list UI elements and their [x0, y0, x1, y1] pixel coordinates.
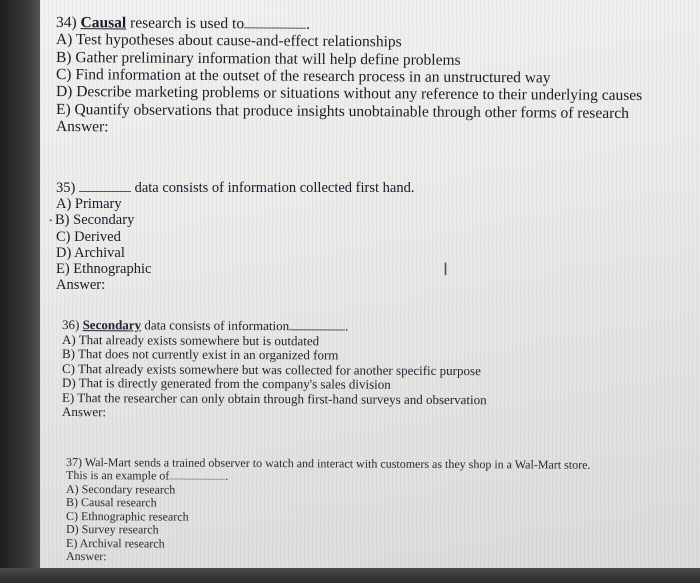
answer-blank — [169, 479, 225, 480]
question-36 — [62, 318, 487, 420]
option-d[interactable]: D) Survey research — [65, 522, 159, 537]
question-34 — [56, 14, 642, 136]
option-e[interactable]: E) Ethnographic — [56, 261, 152, 278]
option-d[interactable]: D) That is directly generated from the company's sales division — [61, 375, 391, 392]
option-e[interactable]: E) Archival research — [65, 535, 165, 551]
option-c[interactable]: C) Ethnographic research — [65, 508, 189, 524]
option-d[interactable]: D) Describe marketing problems or situations without any reference to their underlying causes — [55, 83, 643, 105]
answer-label: Answer: — [61, 404, 107, 420]
stem-period: . — [345, 318, 349, 334]
monitor-bezel-bottom — [0, 568, 700, 583]
answer-blank — [289, 329, 345, 330]
option-b[interactable]: B) That does not currently exist in an organized form — [61, 346, 339, 363]
question-37 — [66, 456, 591, 564]
question-keyword: Secondary — [82, 317, 142, 333]
monitor-bezel — [0, 0, 40, 583]
option-a[interactable]: A) Primary — [56, 196, 122, 213]
option-b[interactable]: B) Causal research — [65, 495, 157, 510]
pencil-mark-icon: • — [49, 216, 53, 228]
option-b[interactable] — [49, 212, 414, 228]
option-a[interactable]: A) Secondary research — [65, 481, 176, 497]
option-a[interactable]: A) That already exists somewhere but is outdated — [61, 331, 320, 348]
option-e[interactable]: E) That the researcher can only obtain through first-hand surveys and observation — [61, 389, 487, 407]
answer-blank — [244, 27, 306, 28]
stem-period: . — [225, 469, 229, 484]
question-keyword: Causal — [80, 14, 127, 32]
question-number: 34) — [55, 14, 77, 32]
option-c[interactable]: C) That already exists somewhere but was collected for another specific purpose — [61, 360, 481, 378]
answer-label: Answer: — [65, 549, 107, 564]
answer-label: Answer: — [56, 277, 106, 294]
question-number: 35) — [56, 180, 76, 196]
question-stem-text: research is used to — [130, 14, 245, 33]
stem-period: . — [306, 15, 311, 33]
question-stem — [56, 180, 414, 196]
question-stem-text: Wal-Mart sends a trained observer to watch and interact with customers as they shop in a Wal-Mart store. — [84, 455, 591, 472]
option-b[interactable]: B) Gather preliminary information that will help define problems — [55, 48, 461, 69]
answer-blank — [79, 191, 131, 192]
question-stem-text-2: This is an example of — [65, 468, 170, 483]
question-number: 36) — [61, 317, 80, 333]
option-c[interactable]: C) Find information at the outset of the research process in an unstructured way — [55, 66, 551, 87]
option-a[interactable]: A) Test hypotheses about cause-and-effect relationships — [55, 31, 402, 51]
question-number: 37) — [65, 455, 83, 470]
option-d[interactable]: D) Archival — [56, 244, 125, 261]
question-stem-text: data consists of information — [144, 317, 290, 334]
option-e[interactable]: E) Quantify observations that produce insights unobtainable through other forms of research — [55, 100, 629, 122]
answer-label: Answer: — [55, 118, 109, 136]
question-stem-text: data consists of information collected first hand. — [134, 180, 415, 196]
option-b-label: B) Secondary — [55, 212, 135, 229]
document-page — [40, 0, 700, 570]
text-cursor-icon: I — [443, 260, 449, 280]
question-35 — [49, 180, 415, 294]
option-c[interactable]: C) Derived — [56, 228, 121, 245]
